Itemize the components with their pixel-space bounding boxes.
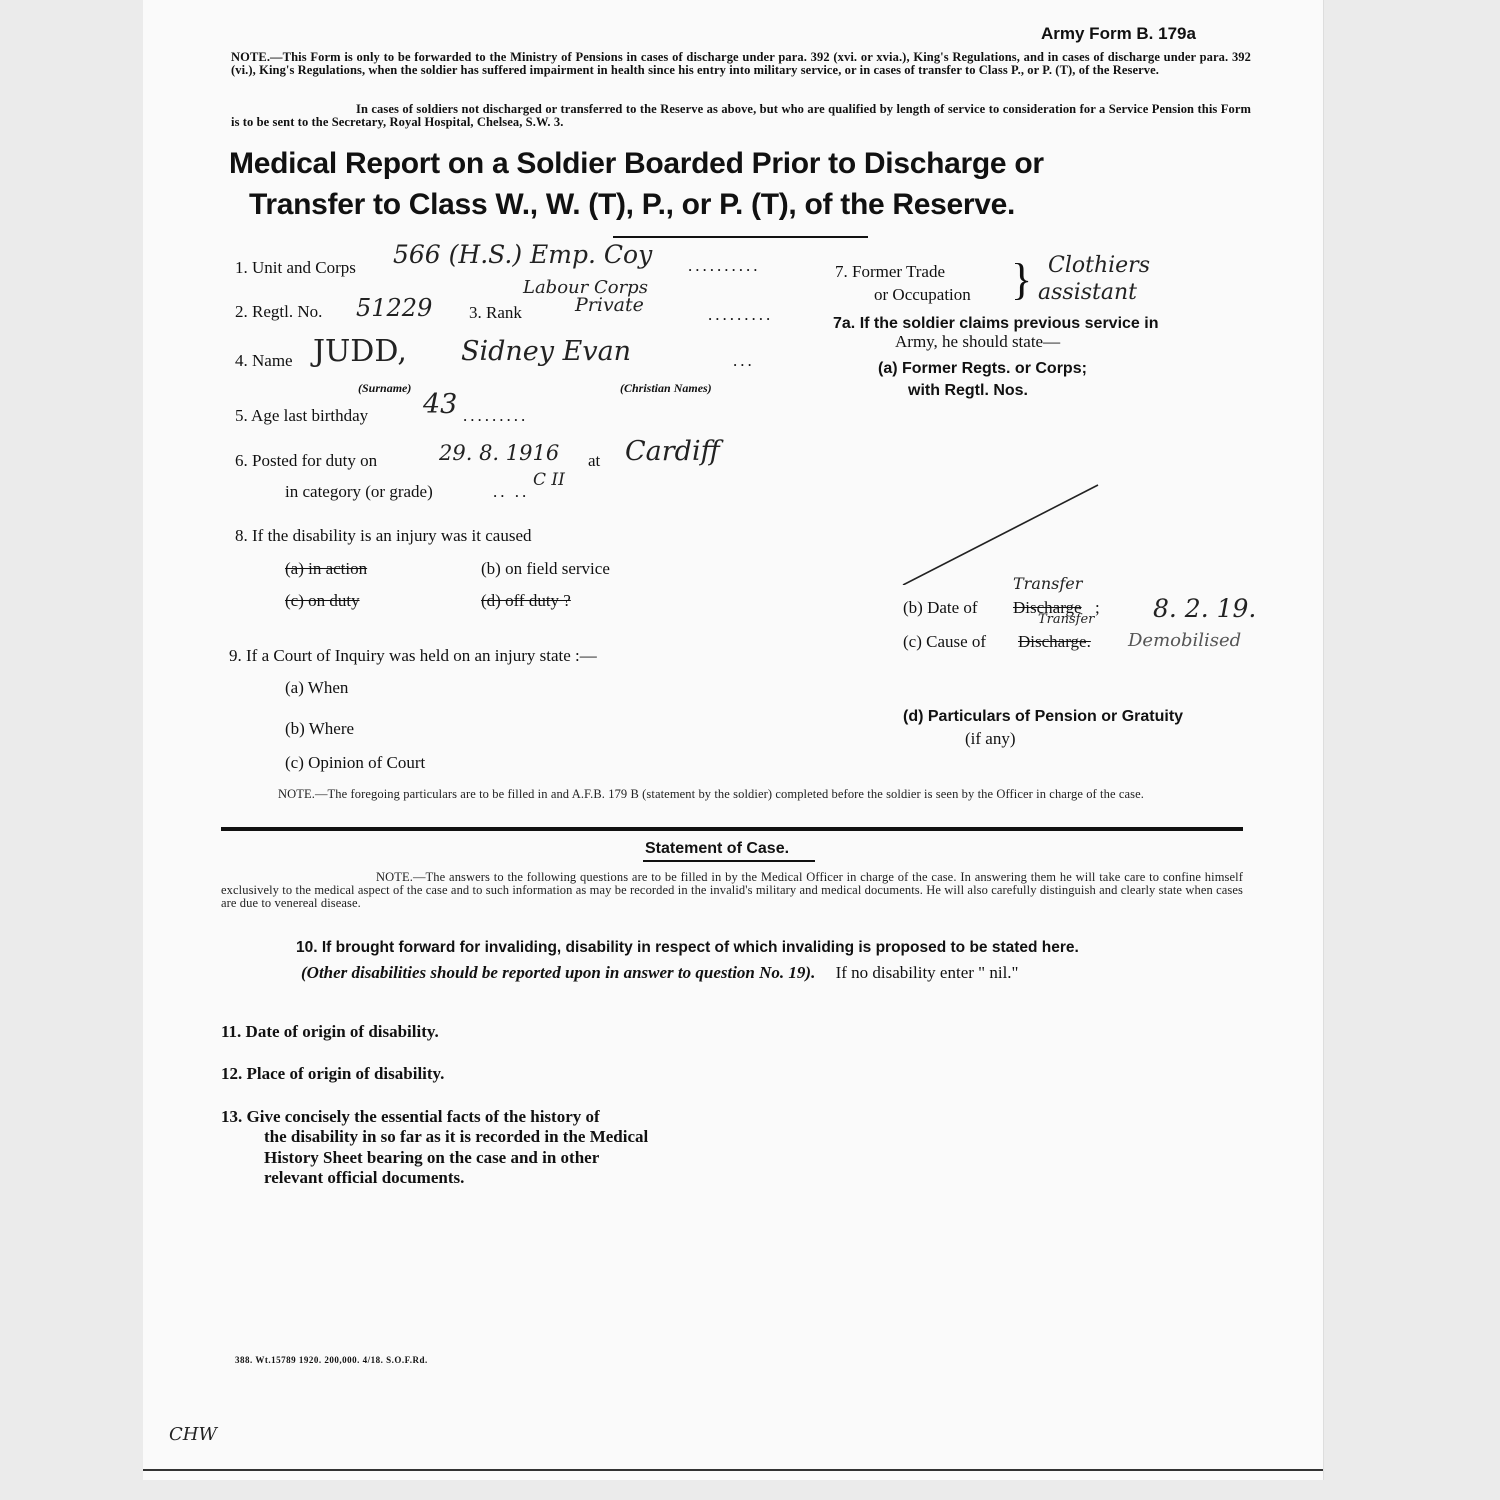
q6-category-label: in category (or grade): [285, 482, 433, 501]
printer-imprint: 388. Wt.15789 1920. 200,000. 4/18. S.O.F.Rd.: [235, 1355, 428, 1365]
q10-line-2-italic: (Other disabilities should be reported upon in answer to question No. 19).: [301, 963, 816, 982]
q7a-d-2: (if any): [965, 729, 1016, 748]
q4-surname-caption: (Surname): [358, 381, 412, 395]
title-line-2: Transfer to Class W., W. (T), P., or P. (T), of the Reserve.: [249, 188, 1016, 221]
q3-dots: .........: [708, 305, 774, 324]
q10-line-1: 10. If brought forward for invaliding, disability in respect of which invaliding is proposed to be stated here.: [296, 939, 1079, 956]
q12-label: 12. Place of origin of disability.: [221, 1064, 445, 1083]
statement-note: NOTE.—The answers to the following questions are to be filled in by the Medical Officer in charge of the case. In answering them he will take care to confine himself exclusively to the medical aspect of the case and to such information as may be recorded in the invalid's military and medical documents. He will also carefully distinguish and clearly state when cases are due to venereal disease.: [221, 870, 1243, 910]
q7a-b-value: 8. 2. 19.: [1153, 594, 1257, 623]
q13-line-3: History Sheet bearing on the case and in other: [264, 1148, 600, 1167]
q2-label: 2. Regtl. No.: [235, 302, 323, 321]
q7a-a-1: (a) Former Regts. or Corps;: [878, 360, 1087, 377]
q8-label: 8. If the disability is an injury was it caused: [235, 526, 532, 545]
title-underline: [613, 236, 868, 238]
q7-label-1: 7. Former Trade: [835, 262, 946, 281]
q1-value-2: Labour Corps: [523, 277, 648, 298]
q6-label: 6. Posted for duty on: [235, 451, 378, 470]
note-particulars: NOTE.—The foregoing particulars are to be filled in and A.F.B. 179 B (statement by the soldier) completed before the soldier is seen by the Officer in charge of the case.: [278, 787, 1144, 801]
q10-line-2: [301, 963, 1018, 983]
section-divider: [221, 827, 1243, 831]
q4-christian: Sidney Evan: [461, 336, 632, 367]
q13-line-1: 13. Give concisely the essential facts of the history of: [221, 1107, 600, 1126]
q2-value: 51229: [356, 294, 433, 322]
handwritten-initials: CHW: [169, 1424, 217, 1445]
q1-dots: ..........: [688, 256, 761, 275]
form-page: [143, 0, 1324, 1480]
q4-surname: JUDD,: [313, 334, 407, 369]
q7a-label-2: Army, he should state—: [895, 332, 1061, 351]
q4-christian-caption: (Christian Names): [620, 381, 712, 395]
title-line-1: Medical Report on a Soldier Boarded Prior to Discharge or: [229, 147, 1044, 180]
q8-d: (d) off duty ?: [481, 591, 571, 610]
q3-value: Private: [575, 294, 644, 316]
q7a-c-struck: Discharge.: [1018, 632, 1091, 651]
statement-heading-underline: [643, 860, 815, 862]
q6-dots: .. ..: [493, 482, 530, 501]
q7-value-2: assistant: [1038, 280, 1137, 305]
q13-line-4: relevant official documents.: [264, 1168, 465, 1187]
q7a-c-over: Transfer: [1038, 612, 1095, 627]
q9-c: (c) Opinion of Court: [285, 753, 426, 772]
q7-label-2: or Occupation: [874, 285, 971, 304]
q1-value-1: 566 (H.S.) Emp. Coy: [393, 240, 653, 269]
q7a-b-prefix: (b) Date of: [903, 598, 978, 617]
q13-line-2: the disability in so far as it is recorded in the Medical: [264, 1127, 649, 1146]
header-note-1: NOTE.—This Form is only to be forwarded to the Ministry of Pensions in cases of discharge under para. 392 (xvi. or xvia.), King's Regulations, and in cases of discharge under para. 392 (vi.), King's Regulations, when the soldier has suffered impairment in health since his entry into military service, or in cases of transfer to Class P., or P. (T), of the Reserve.: [231, 50, 1251, 77]
q8-a: (a) in action: [285, 559, 368, 578]
q7-value-1: Clothiers: [1048, 253, 1150, 278]
q7a-c-value: Demobilised: [1128, 630, 1242, 651]
q5-dots: .........: [463, 406, 529, 425]
q9-a: (a) When: [285, 678, 349, 697]
q5-label: 5. Age last birthday: [235, 406, 369, 425]
q10-line-2-plain: If no disability enter " nil.": [835, 963, 1019, 982]
q7a-a-2: with Regtl. Nos.: [908, 382, 1028, 399]
q8-b: (b) on field service: [481, 559, 610, 578]
q4-dots: ...: [733, 351, 755, 370]
q6-date: 29. 8. 1916: [439, 441, 560, 465]
header-note-2: In cases of soldiers not discharged or transferred to the Reserve as above, but who are qualified by length of service to consideration for a Service Pension this Form is to be sent to the Secretary, Royal Hospital, Chelsea, S.W. 3.: [231, 102, 1251, 129]
q11-label: 11. Date of origin of disability.: [221, 1022, 439, 1041]
q7a-b-struck: Discharge: [1013, 598, 1082, 617]
bottom-edge-line: [143, 1469, 1323, 1471]
form-id: Army Form B. 179a: [1041, 24, 1196, 43]
q1-label: 1. Unit and Corps: [235, 258, 356, 277]
q7a-b-semicolon: ;: [1095, 598, 1100, 617]
struck-diagonal-line: [893, 475, 1153, 585]
q7-brace: }: [1011, 255, 1033, 304]
q5-value: 43: [423, 389, 458, 420]
q4-label: 4. Name: [235, 351, 293, 370]
q6-at: at: [588, 451, 601, 470]
q7a-label-1: 7a. If the soldier claims previous service in: [833, 315, 1159, 332]
q7a-c-prefix: (c) Cause of: [903, 632, 987, 651]
q7a-b-over: Transfer: [1013, 574, 1083, 593]
q8-c: (c) on duty: [285, 591, 360, 610]
q3-label: 3. Rank: [469, 303, 522, 322]
q9-b: (b) Where: [285, 719, 355, 738]
statement-heading: Statement of Case.: [645, 840, 790, 857]
q7a-d-1: (d) Particulars of Pension or Gratuity: [903, 708, 1184, 725]
q6-category-value: C II: [533, 470, 565, 490]
q6-place: Cardiff: [625, 436, 720, 467]
q9-label: 9. If a Court of Inquiry was held on an injury state :—: [229, 646, 597, 665]
